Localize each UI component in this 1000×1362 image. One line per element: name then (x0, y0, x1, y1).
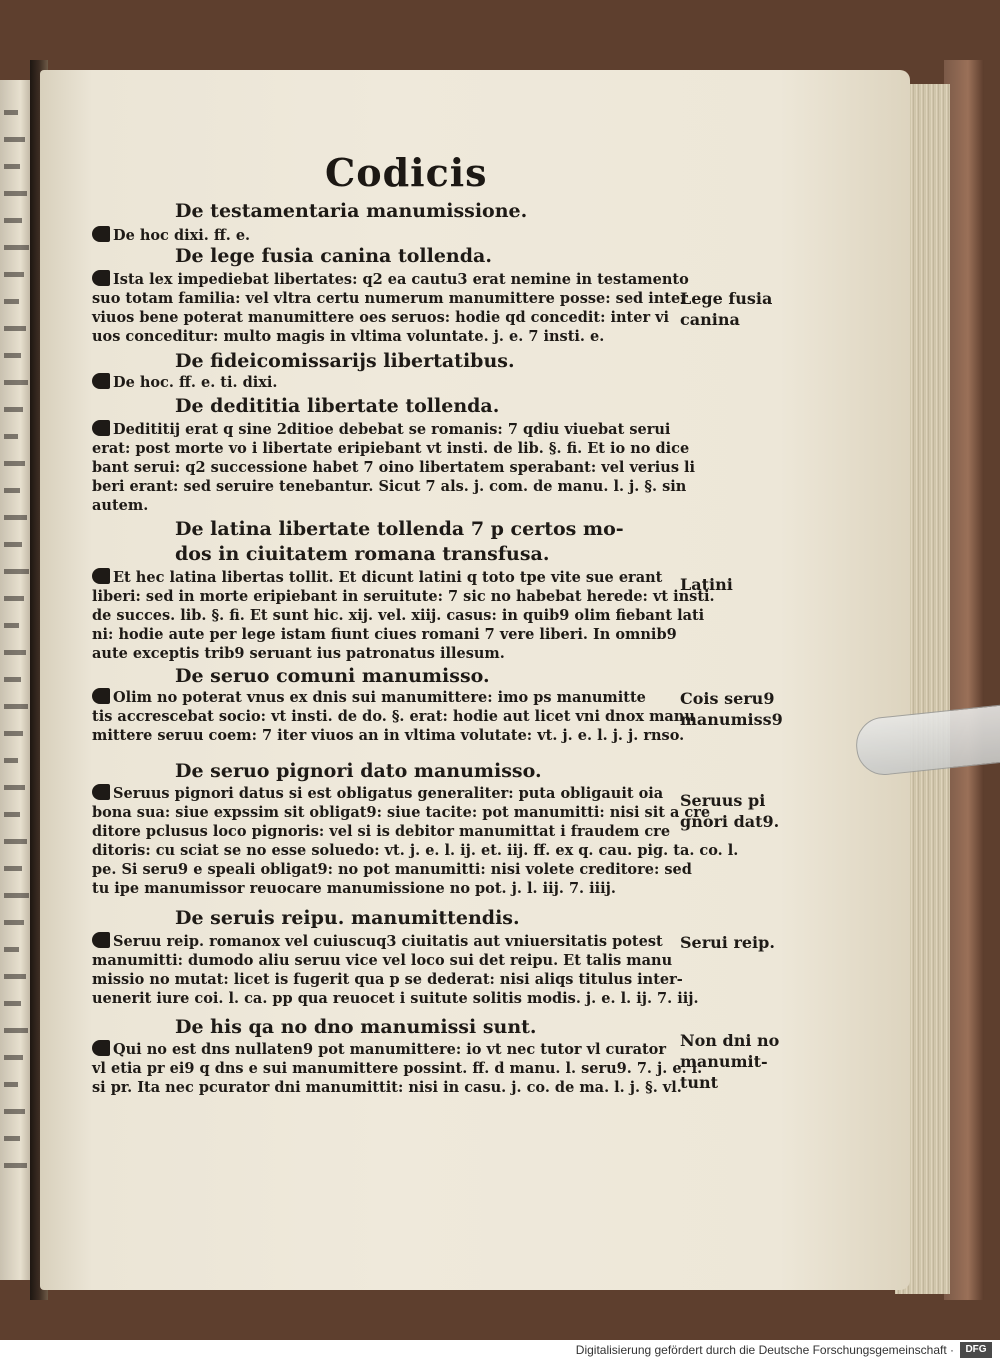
fragment-text-line (4, 974, 26, 979)
fragment-text-line (4, 839, 27, 844)
pilcrow-icon (92, 688, 110, 704)
marginal-note: Lege fusia canina (680, 289, 773, 329)
footer-bar (0, 1340, 1000, 1362)
pilcrow-icon (92, 226, 110, 242)
marginal-note: Cois seru9 manumiss9 (680, 689, 783, 729)
section-line: tu ipe manumissor reuocare manumissione no pot. j. l. iij. 7. iiij. (92, 880, 616, 897)
fragment-text-line (4, 569, 29, 574)
section-line: Seruus pignori datus si est obligatus generaliter: puta obligauit oia (92, 784, 663, 803)
section-line: ni: hodie aute per lege istam fiunt ciues romani 7 vere liberi. In omnib9 (92, 626, 677, 643)
fragment-text-line (4, 650, 26, 655)
fragment-text-line (4, 1028, 28, 1033)
funding-credit: Digitalisierung gefördert durch die Deutsche Forschungsgemeinschaft · (575, 1343, 954, 1357)
fragment-text-line (4, 1136, 20, 1141)
pilcrow-icon (92, 373, 110, 389)
fragment-text-line (4, 488, 20, 493)
fragment-text-line (4, 758, 18, 763)
section-line: ditore pclusus loco pignoris: vel si is debitor manumittat i fraudem cre (92, 823, 671, 840)
fragment-text-line (4, 137, 25, 142)
book-cover-edge (944, 60, 984, 1300)
section-line: De hoc dixi. ff. e. (92, 226, 250, 245)
marginal-note: Non dni no manumit- tunt (680, 1031, 780, 1092)
section-line: bona sua: siue expssim sit obligat9: siue tacite: pot manumitti: nisi sit a cre (92, 804, 711, 821)
section-heading: dos in ciuitatem romana transfusa. (175, 543, 550, 565)
section-heading: De lege fusia canina tollenda. (175, 245, 492, 267)
pilcrow-icon (92, 932, 110, 948)
fragment-text-line (4, 947, 19, 952)
section-line: autem. (92, 497, 149, 514)
section-line: Qui no est dns nullaten9 pot manumittere: io vt nec tutor vl curator (92, 1040, 666, 1059)
fragment-text-line (4, 893, 29, 898)
section-line: uos conceditur: multo magis in vltima voluntate. j. e. 7 insti. e. (92, 328, 605, 345)
section-line: mittere seruu coem: 7 iter viuos an in vltima volutate: vt. j. e. l. j. j. rnso. (92, 727, 685, 744)
fragment-text-line (4, 542, 22, 547)
section-heading: De seruis reipu. manumittendis. (175, 907, 520, 929)
fragment-text-line (4, 515, 27, 520)
fragment-text-line (4, 380, 28, 385)
section-line: Dedititij erat q sine 2ditioe debebat se romanis: 7 qdiu viuebat serui (92, 420, 670, 439)
section-heading: De dedititia libertate tollenda. (175, 395, 500, 417)
fragment-text-line (4, 164, 20, 169)
fragment-text-line (4, 677, 21, 682)
left-page-fragment (0, 80, 34, 1280)
marginal-note: Seruus pi gnori dat9. (680, 791, 780, 831)
section-line: De hoc. ff. e. ti. dixi. (92, 373, 277, 392)
section-line: Olim no poterat vnus ex dnis sui manumittere: imo ps manumitte (92, 688, 646, 707)
section-line: beri erant: sed seruire tenebantur. Sicut 7 als. j. com. de manu. l. j. §. sin (92, 478, 687, 495)
section-line: pe. Si seru9 e speali obligat9: no pot manumitti: nisi volete creditore: sed (92, 861, 692, 878)
fragment-text-line (4, 407, 23, 412)
section-heading: De his qa no dno manumissi sunt. (175, 1016, 537, 1038)
pilcrow-icon (92, 270, 110, 286)
section-heading: De seruo comuni manumisso. (175, 665, 490, 687)
section-heading: De seruo pignori dato manumisso. (175, 760, 542, 782)
fragment-text-line (4, 1109, 25, 1114)
fragment-text-line (4, 596, 24, 601)
fragment-text-line (4, 731, 23, 736)
dfg-logo: DFG (960, 1342, 992, 1358)
fragment-text-line (4, 218, 22, 223)
section-line: ditoris: cu sciat se no esse soluedo: vt. j. e. l. ij. et. iij. ff. ex q. cau. pig. ta. co. l. (92, 842, 739, 859)
section-heading: De fideicomissarijs libertatibus. (175, 350, 515, 372)
fragment-text-line (4, 1055, 23, 1060)
section-line: missio no mutat: licet is fugerit qua p se dederat: nisi aliqs titulus inter- (92, 971, 683, 988)
fragment-text-line (4, 434, 18, 439)
fragment-text-line (4, 272, 24, 277)
fragment-text-line (4, 623, 19, 628)
section-heading: De latina libertate tollenda 7 p certos mo- (175, 518, 624, 540)
fragment-text-line (4, 110, 18, 115)
fragment-text-line (4, 461, 25, 466)
fragment-text-line (4, 704, 28, 709)
section-line: Seruu reip. romanox vel cuiuscuq3 ciuitatis aut vniuersitatis potest (92, 932, 663, 951)
section-line: bant serui: q2 successione habet 7 oino libertatem sperabant: vel verius li (92, 459, 696, 476)
fragment-text-line (4, 812, 20, 817)
marginal-note: Serui reip. (680, 933, 775, 952)
fragment-text-line (4, 1163, 27, 1168)
section-heading: De testamentaria manumissione. (175, 200, 528, 222)
fragment-text-line (4, 299, 19, 304)
section-line: Ista lex impediebat libertates: q2 ea cautu3 erat nemine in testamento (92, 270, 689, 289)
pilcrow-icon (92, 420, 110, 436)
section-line: aute exceptis trib9 seruant ius patronatus illesum. (92, 645, 505, 662)
fragment-text-line (4, 920, 24, 925)
section-line: Et hec latina libertas tollit. Et dicunt latini q toto tpe vite sue erant (92, 568, 662, 587)
running-head: Codicis (325, 150, 488, 195)
section-line: liberi: sed in morte eripiebant in seruitute: 7 sic no habebat herede: vt insti. (92, 588, 715, 605)
pilcrow-icon (92, 784, 110, 800)
section-line: viuos bene poterat manumittere oes seruos: hodie qd concedit: inter vi (92, 309, 670, 326)
fragment-text-line (4, 245, 29, 250)
fragment-text-line (4, 353, 21, 358)
pilcrow-icon (92, 568, 110, 584)
section-line: manumitti: dumodo aliu seruu vice vel loco sui det reipu. Et talis manu (92, 952, 673, 969)
section-line: erat: post morte vo i libertate eripiebant vt insti. de lib. §. fi. Et io no dice (92, 440, 690, 457)
fragment-text-line (4, 866, 22, 871)
section-line: de succes. lib. §. fi. Et sunt hic. xij. vel. xiij. casus: in quib9 olim fiebant lati (92, 607, 705, 624)
fragment-text-line (4, 191, 27, 196)
fragment-text-line (4, 1082, 18, 1087)
marginal-note: Latini (680, 575, 733, 594)
fragment-text-line (4, 1001, 21, 1006)
section-line: si pr. Ita nec pcurator dni manumittit: nisi in casu. j. co. de ma. l. j. §. vl. (92, 1079, 682, 1096)
pilcrow-icon (92, 1040, 110, 1056)
section-line: uenerit iure coi. l. ca. pp qua reuocet i suitute solitis modis. j. e. l. ij. 7. iij. (92, 990, 699, 1007)
fragment-text-line (4, 785, 25, 790)
section-line: vl etia pr ei9 q dns e sui manumittere possint. ff. d manu. l. seru9. 7. j. e. l. (92, 1060, 703, 1077)
fragment-text-line (4, 326, 26, 331)
section-line: tis accrescebat socio: vt insti. de do. §. erat: hodie aut licet vni dnox manu (92, 708, 695, 725)
section-line: suo totam familia: vel vltra certu numerum manumittere posse: sed inter (92, 290, 688, 307)
